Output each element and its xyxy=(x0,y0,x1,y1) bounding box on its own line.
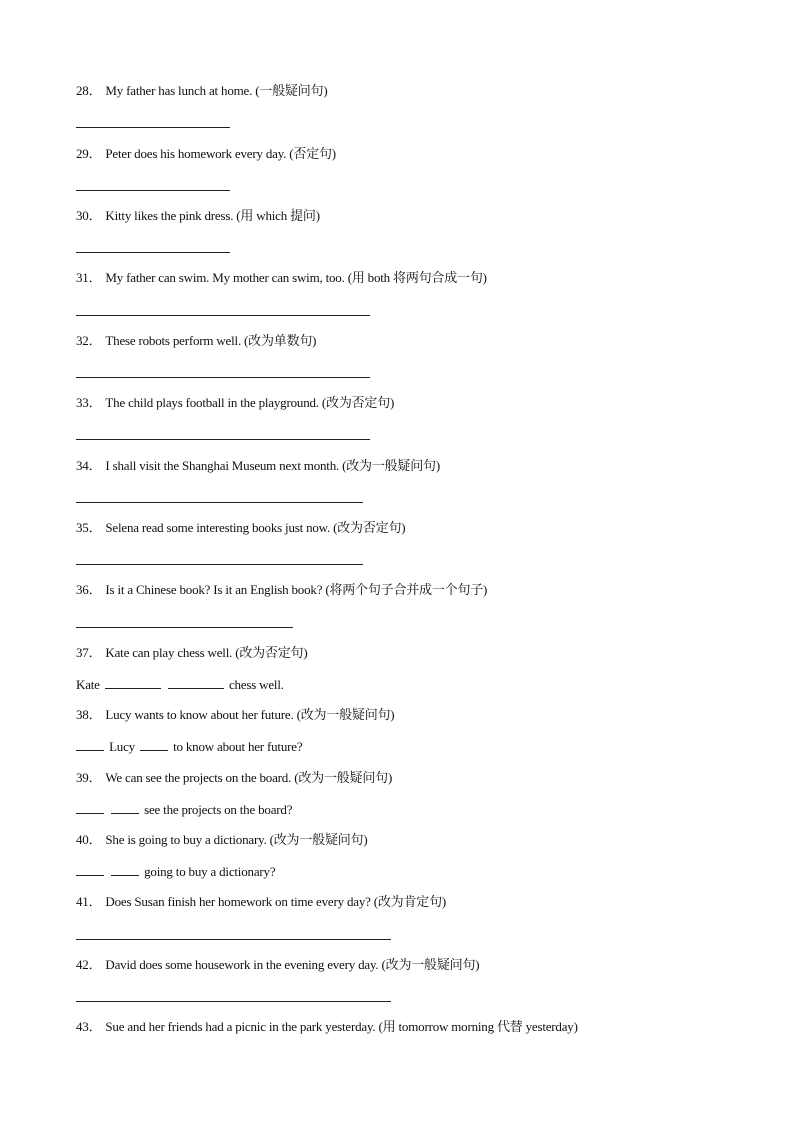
question-28 xyxy=(76,83,327,99)
fill-blank[interactable] xyxy=(140,738,168,751)
question-number: 33． xyxy=(76,395,102,410)
answer-37 xyxy=(76,676,284,693)
answer-line-28[interactable] xyxy=(76,127,230,128)
question-number: 34． xyxy=(76,458,102,473)
question-number: 42． xyxy=(76,957,102,972)
question-number: 36． xyxy=(76,582,102,597)
question-number: 35． xyxy=(76,520,102,535)
question-number: 37． xyxy=(76,645,102,660)
question-42 xyxy=(76,957,479,973)
question-41 xyxy=(76,894,446,910)
question-text: David does some housework in the evening every day. (改为一般疑问句) xyxy=(105,957,480,972)
answer-end-text: to know about her future? xyxy=(173,739,303,754)
question-34 xyxy=(76,458,440,474)
question-30 xyxy=(76,208,320,224)
answer-middle-text: Lucy xyxy=(109,739,135,754)
question-text: Lucy wants to know about her future. (改为一般疑问句) xyxy=(105,707,395,722)
question-39 xyxy=(76,770,392,786)
answer-line-30[interactable] xyxy=(76,252,230,253)
question-29 xyxy=(76,146,336,162)
question-number: 40． xyxy=(76,832,102,847)
question-number: 28． xyxy=(76,83,102,98)
question-32 xyxy=(76,333,316,349)
fill-blank[interactable] xyxy=(76,738,104,751)
fill-blank[interactable] xyxy=(76,801,104,814)
question-number: 43． xyxy=(76,1019,102,1034)
question-33 xyxy=(76,395,394,411)
answer-line-34[interactable] xyxy=(76,502,363,503)
fill-blank[interactable] xyxy=(111,863,139,876)
question-text: Selena read some interesting books just now. (改为否定句) xyxy=(105,520,406,535)
question-38 xyxy=(76,707,394,723)
answer-end-text: chess well. xyxy=(228,677,284,692)
answer-line-29[interactable] xyxy=(76,190,230,191)
question-text: We can see the projects on the board. (改为一般疑问句) xyxy=(105,770,393,785)
question-text: The child plays football in the playground. (改为否定句) xyxy=(105,395,395,410)
question-40 xyxy=(76,832,368,848)
question-text: Does Susan finish her homework on time every day? (改为肯定句) xyxy=(105,894,447,909)
answer-line-41[interactable] xyxy=(76,939,391,940)
answer-38 xyxy=(76,738,302,755)
question-text: My father can swim. My mother can swim, too. (用 both 将两句合成一句) xyxy=(105,270,487,285)
question-text: These robots perform well. (改为单数句) xyxy=(105,333,317,348)
question-36 xyxy=(76,582,487,598)
question-number: 32． xyxy=(76,333,102,348)
question-text: Sue and her friends had a picnic in the park yesterday. (用 tomorrow morning 代替 yesterday) xyxy=(105,1019,578,1034)
answer-line-36[interactable] xyxy=(76,627,293,628)
question-number: 29． xyxy=(76,146,102,161)
answer-40 xyxy=(76,863,275,880)
question-text: She is going to buy a dictionary. (改为一般疑问句) xyxy=(105,832,368,847)
question-text: I shall visit the Shanghai Museum next month. (改为一般疑问句) xyxy=(105,458,440,473)
answer-line-31[interactable] xyxy=(76,315,370,316)
question-number: 38． xyxy=(76,707,102,722)
question-text: My father has lunch at home. (一般疑问句) xyxy=(105,83,328,98)
question-text: Kitty likes the pink dress. (用 which 提问) xyxy=(105,208,320,223)
fill-blank[interactable] xyxy=(76,863,104,876)
fill-blank[interactable] xyxy=(111,801,139,814)
answer-start-text: Kate xyxy=(76,677,100,692)
question-37 xyxy=(76,645,307,661)
question-number: 39． xyxy=(76,770,102,785)
question-text: Peter does his homework every day. (否定句) xyxy=(105,146,336,161)
answer-line-42[interactable] xyxy=(76,1001,391,1002)
question-31 xyxy=(76,270,487,286)
question-number: 41． xyxy=(76,894,102,909)
answer-39 xyxy=(76,801,292,818)
question-number: 30． xyxy=(76,208,102,223)
fill-blank[interactable] xyxy=(105,676,161,689)
answer-line-32[interactable] xyxy=(76,377,370,378)
answer-end-text: going to buy a dictionary? xyxy=(144,864,276,879)
fill-blank[interactable] xyxy=(168,676,224,689)
answer-line-35[interactable] xyxy=(76,564,363,565)
answer-line-33[interactable] xyxy=(76,439,370,440)
question-number: 31． xyxy=(76,270,102,285)
answer-end-text: see the projects on the board? xyxy=(144,802,293,817)
question-35 xyxy=(76,520,405,536)
question-text: Kate can play chess well. (改为否定句) xyxy=(105,645,308,660)
question-43 xyxy=(76,1019,578,1035)
question-text: Is it a Chinese book? Is it an English book? (将两个句子合并成一个句子) xyxy=(105,582,488,597)
